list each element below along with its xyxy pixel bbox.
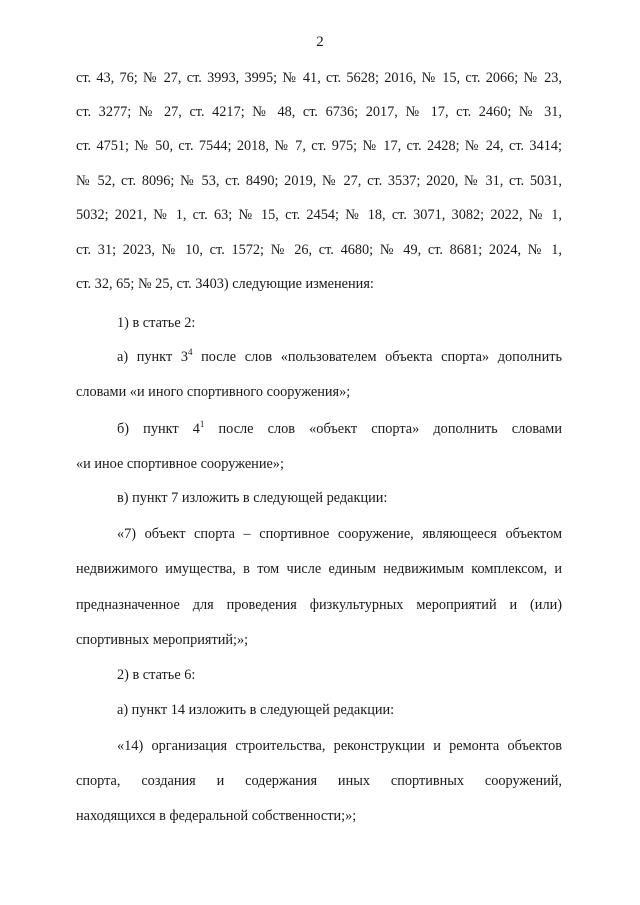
text-line: ст. 43, 76; № 27, ст. 3993, 3995; № 41, ст. 5628; 2016, № 15, ст. 2066; № 23,: [76, 70, 562, 86]
text-line: «и иное спортивное сооружение»;: [76, 456, 284, 472]
text-fragment: а) пункт 3: [117, 349, 188, 365]
superscript: 1: [199, 419, 205, 430]
text-line: «14) организация строительства, реконструкции и ремонта объектов: [117, 738, 562, 754]
text-line: недвижимого имущества, в том числе единым недвижимым комплексом, и: [76, 561, 562, 577]
text-fragment: после слов «пользователем объекта спорта» дополнить: [192, 349, 562, 365]
text-line: словами «и иного спортивного сооружения»;: [76, 384, 351, 400]
list-item-heading: 2) в статье 6:: [117, 667, 196, 683]
text-line: «7) объект спорта – спортивное сооружение, являющееся объектом: [117, 526, 562, 542]
text-line: [117, 347, 562, 367]
text-fragment: б) пункт 4: [117, 421, 200, 437]
superscript: 4: [187, 347, 193, 358]
text-line: [117, 419, 562, 439]
text-line: находящихся в федеральной собственности;»;: [76, 808, 357, 824]
text-line: ст. 32, 65; № 25, ст. 3403) следующие изменения:: [76, 276, 374, 292]
text-line: спортивных мероприятий;»;: [76, 632, 249, 648]
text-line: ст. 4751; № 50, ст. 7544; 2018, № 7, ст. 975; № 17, ст. 2428; № 24, ст. 3414;: [76, 138, 562, 154]
text-line: № 52, ст. 8096; № 53, ст. 8490; 2019, № 27, ст. 3537; 2020, № 31, ст. 5031,: [76, 173, 562, 189]
text-line: 5032; 2021, № 1, ст. 63; № 15, ст. 2454; № 18, ст. 3071, 3082; 2022, № 1,: [76, 207, 562, 223]
text-line: в) пункт 7 изложить в следующей редакции:: [117, 490, 388, 506]
page-number: 2: [316, 34, 324, 50]
text-line: ст. 31; 2023, № 10, ст. 1572; № 26, ст. 4680; № 49, ст. 8681; 2024, № 1,: [76, 242, 562, 258]
text-line: ст. 3277; № 27, ст. 4217; № 48, ст. 6736; 2017, № 17, ст. 2460; № 31,: [76, 104, 562, 120]
text-line: спорта, создания и содержания иных спортивных сооружений,: [76, 773, 562, 789]
list-item-heading: 1) в статье 2:: [117, 315, 196, 331]
text-line: предназначенное для проведения физкультурных мероприятий и (или): [76, 597, 562, 613]
text-fragment: после слов «объект спорта» дополнить словами: [204, 421, 562, 437]
text-line: а) пункт 14 изложить в следующей редакции:: [117, 702, 395, 718]
